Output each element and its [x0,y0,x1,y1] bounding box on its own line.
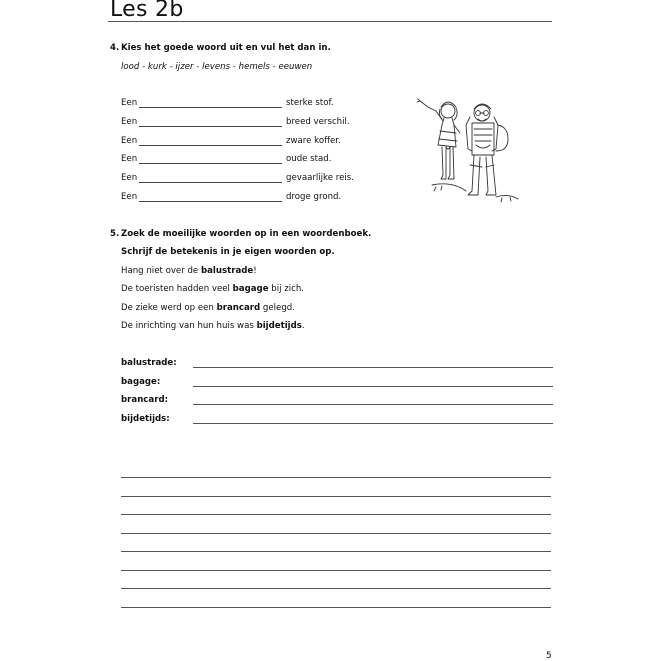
writing-line[interactable] [121,477,551,478]
definition-row [121,358,553,370]
definition-row [121,414,553,426]
row-prefix: Een [121,136,138,146]
row-suffix: gevaarlijke reis. [286,173,354,183]
example-sentence [121,321,305,331]
writing-line[interactable] [121,533,551,534]
row-prefix: Een [121,117,138,127]
sentence-text: De toeristen hadden veel [121,284,233,294]
keyword: brancard [216,303,261,313]
exercise-4-number: 4. [110,43,120,53]
exercise-5-number: 5. [110,229,120,239]
writing-line[interactable] [121,570,551,571]
writing-line[interactable] [121,551,551,552]
row-prefix: Een [121,98,138,108]
row-suffix: oude stad. [286,154,332,164]
writing-line[interactable] [121,514,551,515]
row-suffix: zware koffer. [286,136,341,146]
definition-answer-line[interactable] [193,404,553,405]
definition-answer-line[interactable] [193,423,553,424]
answer-line[interactable] [139,145,282,146]
sentence-text: gelegd. [260,303,295,313]
row-prefix: Een [121,154,138,164]
definition-answer-line[interactable] [193,386,553,387]
definition-answer-line[interactable] [193,367,553,368]
answer-line[interactable] [139,182,282,183]
fill-in-row [121,98,421,110]
keyword: bijdetijds [256,321,302,331]
title-divider [108,21,552,22]
definition-label: bijdetijds: [121,414,170,424]
answer-line[interactable] [139,107,282,108]
row-prefix: Een [121,173,138,183]
sentence-text: . [301,321,305,331]
answer-line[interactable] [139,126,282,127]
answer-line[interactable] [139,163,282,164]
sentence-text: ! [253,266,257,276]
definition-label: brancard: [121,395,169,405]
fill-in-row [121,154,421,166]
exercise-5-instruction-line1: Zoek de moeilijke woorden op in een woordenboek. [121,229,372,239]
row-suffix: breed verschil. [286,117,350,127]
definition-row [121,377,553,389]
page-title: Les 2b [110,0,184,22]
writing-line[interactable] [121,588,551,589]
word-bank: lood - kurk - ijzer - levens - hemels - eeuwen [121,62,313,72]
keyword: bagage [232,284,269,294]
exercise-4-instruction: Kies het goede woord uit en vul het dan in. [121,43,331,53]
sentence-text: De inrichting van hun huis was [121,321,257,331]
definition-row [121,395,553,407]
example-sentence [121,266,257,276]
row-prefix: Een [121,192,138,202]
writing-line[interactable] [121,496,551,497]
sentence-text: bij zich. [268,284,305,294]
exercise-5-instruction-line2: Schrijf de betekenis in je eigen woorden op. [121,247,335,257]
answer-line[interactable] [139,201,282,202]
writing-line[interactable] [121,607,551,608]
row-suffix: droge grond. [286,192,342,202]
fill-in-row [121,117,421,129]
example-sentence [121,284,304,294]
keyword: balustrade [200,266,254,276]
definition-label: balustrade: [121,358,177,368]
row-suffix: sterke stof. [286,98,334,108]
page-number: 5 [546,651,552,661]
fill-in-row [121,173,421,185]
sentence-text: De zieke werd op een [121,303,217,313]
definition-label: bagage: [121,377,161,387]
example-sentence [121,303,295,313]
sentence-text: Hang niet over de [121,266,201,276]
fill-in-row [121,136,421,148]
fill-in-row [121,192,421,204]
two-travelers-illustration [412,95,524,205]
